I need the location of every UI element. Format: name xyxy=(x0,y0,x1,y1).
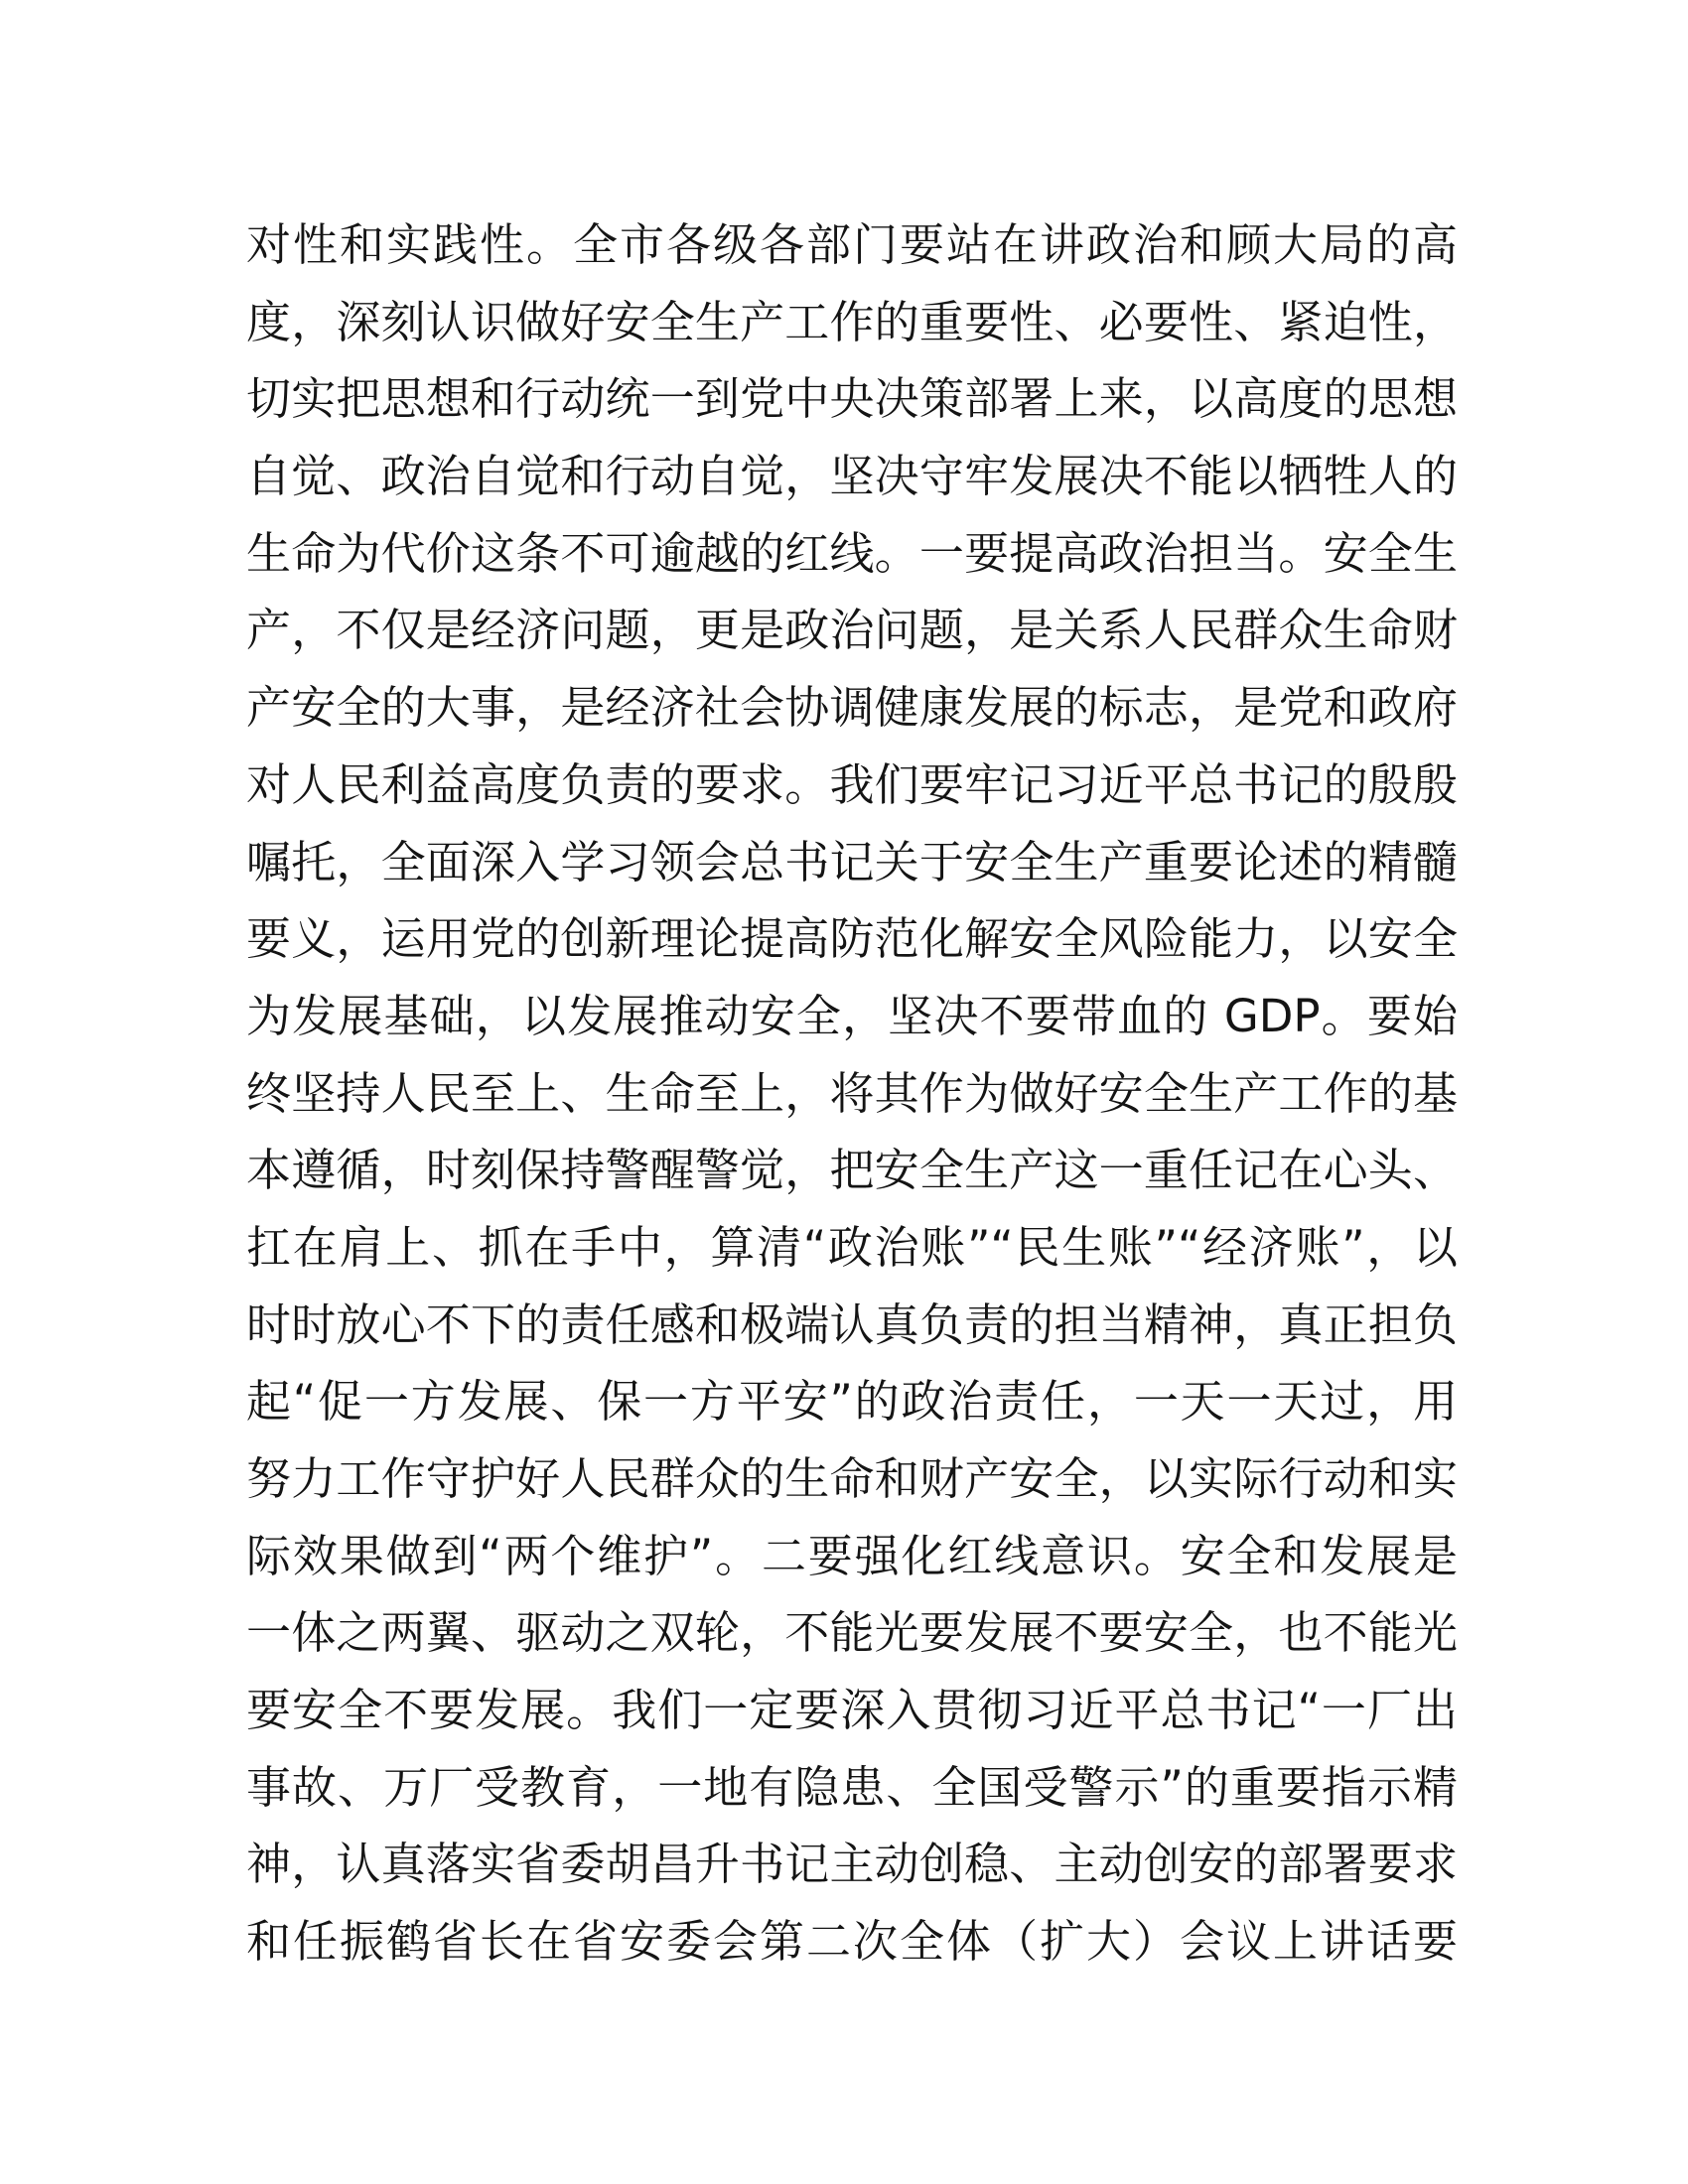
text-line: 起“促一方发展、保一方平安”的政治责任，一天一天过，用 xyxy=(246,1375,1458,1429)
text-line: 和任振鹤省长在省安委会第二次全体（扩大）会议上讲话要 xyxy=(246,1915,1458,1969)
text-line: 神，认真落实省委胡昌升书记主动创稳、主动创安的部署要求 xyxy=(246,1838,1458,1891)
text-line: 要安全不要发展。我们一定要深入贯彻习近平总书记“一厂出 xyxy=(246,1684,1458,1737)
text-line: 产安全的大事，是经济社会协调健康发展的标志，是党和政府 xyxy=(246,681,1458,735)
text-line: 生命为代价这条不可逾越的红线。一要提高政治担当。安全生 xyxy=(246,526,1458,580)
text-line: 际效果做到“两个维护”。二要强化红线意识。安全和发展是 xyxy=(246,1529,1458,1582)
text-line: 扛在肩上、抓在手中，算清“政治账”“民生账”“经济账”，以 xyxy=(246,1220,1458,1274)
text-line: 终坚持人民至上、生命至上，将其作为做好安全生产工作的基 xyxy=(246,1066,1458,1120)
text-line: 努力工作守护好人民群众的生命和财产安全，以实际行动和实 xyxy=(246,1452,1458,1505)
text-line: 本遵循，时刻保持警醒警觉，把安全生产这一重任记在心头、 xyxy=(246,1144,1458,1197)
text-line: 时时放心不下的责任感和极端认真负责的担当精神，真正担负 xyxy=(246,1297,1458,1351)
text-line: 度，深刻认识做好安全生产工作的重要性、必要性、紧迫性， xyxy=(246,295,1458,348)
text-line: 要义，运用党的创新理论提高防范化解安全风险能力，以安全 xyxy=(246,912,1458,966)
text-line: 自觉、政治自觉和行动自觉，坚决守牢发展决不能以牺牲人的 xyxy=(246,450,1458,503)
text-line: 一体之两翼、驱动之双轮，不能光要发展不要安全，也不能光 xyxy=(246,1606,1458,1660)
text-line: 对性和实践性。全市各级各部门要站在讲政治和顾大局的高 xyxy=(246,218,1458,271)
text-line: 产，不仅是经济问题，更是政治问题，是关系人民群众生命财 xyxy=(246,604,1458,657)
text-line: 事故、万厂受教育，一地有隐患、全国受警示”的重要指示精 xyxy=(246,1760,1458,1814)
text-line: 嘱托，全面深入学习领会总书记关于安全生产重要论述的精髓 xyxy=(246,835,1458,888)
body-paragraph xyxy=(246,206,1458,1980)
text-line: 对人民利益高度负责的要求。我们要牢记习近平总书记的殷殷 xyxy=(246,757,1458,811)
text-line: 为发展基础，以发展推动安全，坚决不要带血的 GDP。要始 xyxy=(246,989,1458,1042)
text-line: 切实把思想和行动统一到党中央决策部署上来，以高度的思想 xyxy=(246,372,1458,426)
